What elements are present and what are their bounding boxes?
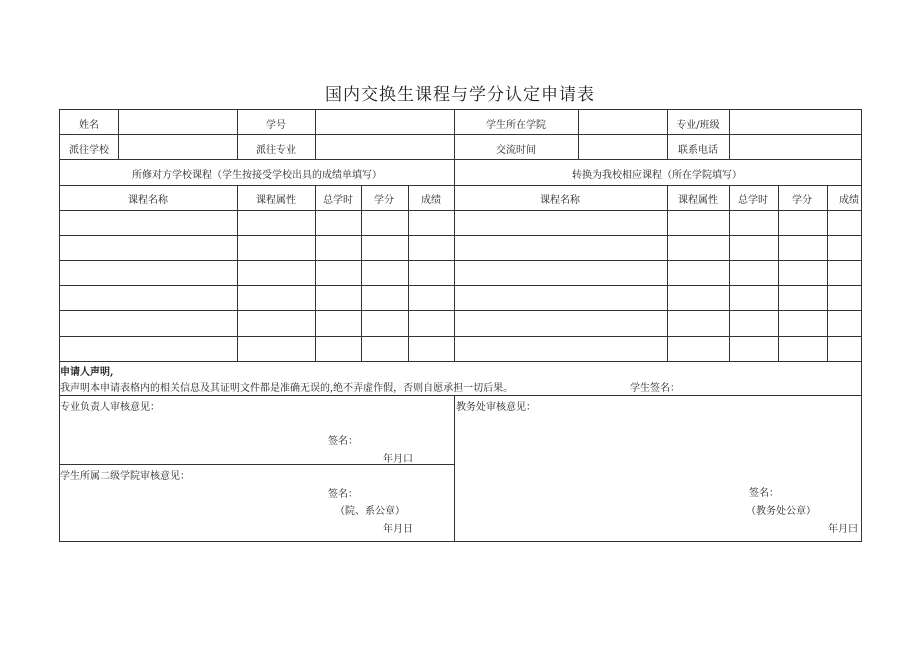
major-class-label: 专业/班级	[676, 120, 720, 131]
col-hours-right: 总学时	[738, 195, 768, 206]
table-row[interactable]	[60, 211, 861, 235]
declaration-heading: 申请人声明,	[60, 367, 114, 378]
col-course-name-left: 课程名称	[128, 195, 168, 206]
col-credits-left: 学分	[374, 195, 394, 206]
form-title: 国内交换生课程与学分认定申请表	[325, 85, 595, 105]
name-field[interactable]	[119, 110, 237, 134]
academic-review-date: 年月曰	[828, 524, 858, 535]
col-divider	[454, 395, 455, 542]
major-review-label: 专业负责人审核意见：	[60, 402, 160, 413]
college-field[interactable]	[579, 110, 667, 134]
table-row[interactable]	[60, 286, 861, 310]
col-course-type-right: 课程属性	[678, 195, 718, 206]
host-school-label: 派往学校	[69, 145, 109, 156]
col-course-type-left: 课程属性	[256, 195, 296, 206]
col-grade-left: 成绩	[421, 195, 441, 206]
table-row[interactable]	[60, 261, 861, 285]
exchange-time-field[interactable]	[579, 135, 667, 159]
academic-review-label: 教务处审核意见：	[456, 402, 536, 413]
college-review-seal: （院、系公章）	[335, 506, 405, 517]
major-review-date: 年月口	[383, 454, 413, 465]
section-left-heading: 所修对方学校课程（学生按接受学校出具的成绩单填写）	[132, 170, 382, 181]
major-review-sign: 签名：	[328, 436, 358, 447]
col-divider	[237, 109, 238, 160]
host-major-label: 派往专业	[256, 145, 296, 156]
table-row[interactable]	[60, 311, 861, 336]
host-major-field[interactable]	[316, 135, 454, 159]
academic-review-sign: 签名：	[749, 488, 779, 499]
exchange-time-label: 交流时间	[496, 145, 536, 156]
college-review-sign: 签名：	[328, 489, 358, 500]
declaration-text: 我声明本申请表格内的相关信息及其证明文件都是准确无误的,绝不弄虚作假，否则自愿承担一切后果。	[60, 383, 514, 394]
section-right-heading: 转换为我校相应课程（所在学院填写）	[572, 170, 742, 181]
student-signature-label: 学生签名：	[630, 383, 680, 394]
row-divider	[59, 395, 862, 396]
academic-review-seal: （教务处公章）	[746, 506, 816, 517]
col-grade-right: 成绩	[839, 195, 859, 206]
col-divider	[454, 109, 455, 160]
table-row[interactable]	[60, 236, 861, 260]
table-border-bottom	[59, 541, 862, 542]
row-divider	[59, 185, 862, 186]
major-class-field[interactable]	[730, 110, 861, 134]
college-review-date: 年月日	[383, 524, 413, 535]
row-divider	[59, 361, 862, 362]
college-label: 学生所在学院	[486, 120, 546, 131]
name-label: 姓名	[79, 120, 99, 131]
col-hours-left: 总学时	[323, 195, 353, 206]
student-id-field[interactable]	[316, 110, 454, 134]
college-review-label: 学生所属二级学院审核意见：	[60, 471, 190, 482]
col-course-name-right: 课程名称	[540, 195, 580, 206]
table-row[interactable]	[60, 337, 861, 361]
student-id-label: 学号	[266, 120, 286, 131]
host-school-field[interactable]	[119, 135, 237, 159]
application-form	[59, 109, 862, 541]
phone-label: 联系电话	[678, 145, 718, 156]
col-divider	[667, 109, 668, 160]
phone-field[interactable]	[730, 135, 861, 159]
col-credits-right: 学分	[792, 195, 812, 206]
row-divider	[59, 159, 862, 160]
table-border-right	[861, 109, 862, 542]
